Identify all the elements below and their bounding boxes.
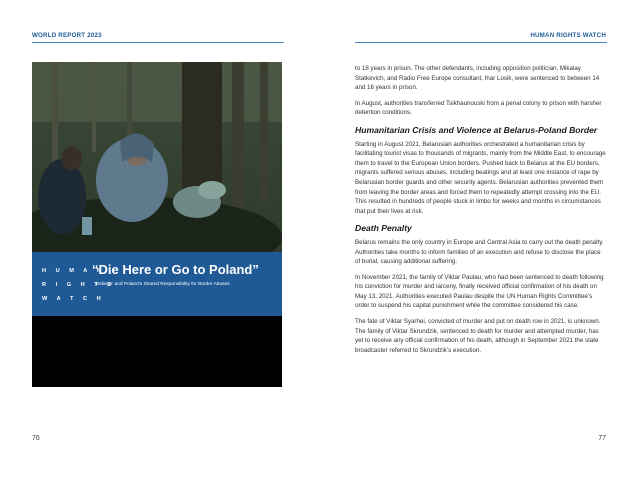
hrw-logo: H U M A N R I G H T S W A T C H	[42, 268, 115, 302]
forest-photo	[32, 62, 282, 387]
cover-title: “Die Here or Go to Poland”	[92, 262, 259, 277]
paragraph: Belarus remains the only country in Europe and Central Asia to carry out the death penalty. Authorities take months to inform families of an execution and refuse to disclose the place of burial, causing additional suffering.	[355, 238, 604, 266]
right-page	[319, 0, 638, 479]
paragraph: to 18 years in prison. The other defendants, including opposition politician, Mikalay Statkevich, and Radio Free Europe consultant, Ihar Losik, were sentenced to between 14 and 16 years in prison.	[355, 65, 600, 92]
page-number-right: 77	[598, 435, 606, 442]
running-header-right: HUMAN RIGHTS WATCH	[530, 32, 606, 39]
paragraph: In November 2021, the family of Viktar Paulau, who had been sentenced to death following his conviction for murder and larceny, finally received official confirmation of his death on May 13, 2021. Authorities executed Paulau despite the UN Human Rights Committee’s order to suspend his capital punishment while the committee considered his case.	[355, 273, 604, 310]
body-text-column	[355, 64, 607, 361]
section-heading-humanitarian-crisis: Humanitarian Crisis and Violence at Belarus-Poland Border	[355, 124, 598, 135]
cover-title-banner	[32, 252, 282, 316]
paragraph: In August, authorities transferred Tsikhaunouski from a penal colony to prison with harsher detention conditions.	[355, 99, 602, 117]
header-rule-right	[355, 42, 607, 43]
report-cover-image	[32, 62, 282, 387]
paragraph: The fate of Viktar Syarhei, convicted of murder and put on death row in 2021, is unknown. The family of Viktar Skrundzik, sentenced to death for murder and attempted murder, has yet to receive any official confirmation of his death, although in September 2021 the state broadcaster referred to Skrundzik’s execution.	[355, 318, 601, 354]
paragraph: Starting in August 2021, Belarusian authorities orchestrated a humanitarian crisis by facilitating tourist visas to thousands of migrants, mainly from the Middle East, to encourage them to travel to the European Union borders. Pushed back to Belarus at the EU borders, migrants suffered serious abuses, including beatings and at least one instance of rape by Belarusian border guards and other security agents. Belarusian authorities prevented them from leaving the border areas and forced them to repeatedly attempt crossing into the EU. This resulted in hundreds of people stuck in limbo for weeks and months in circumstances that put their lives at risk.	[355, 140, 606, 215]
header-rule-left	[32, 42, 284, 43]
running-header-left: WORLD REPORT 2023	[32, 32, 102, 39]
page-number-left: 76	[32, 435, 40, 442]
cover-subtitle: Belarus’ and Poland’s Shared Responsibility for Border Abuses	[96, 282, 230, 287]
section-heading-death-penalty: Death Penalty	[355, 223, 412, 234]
